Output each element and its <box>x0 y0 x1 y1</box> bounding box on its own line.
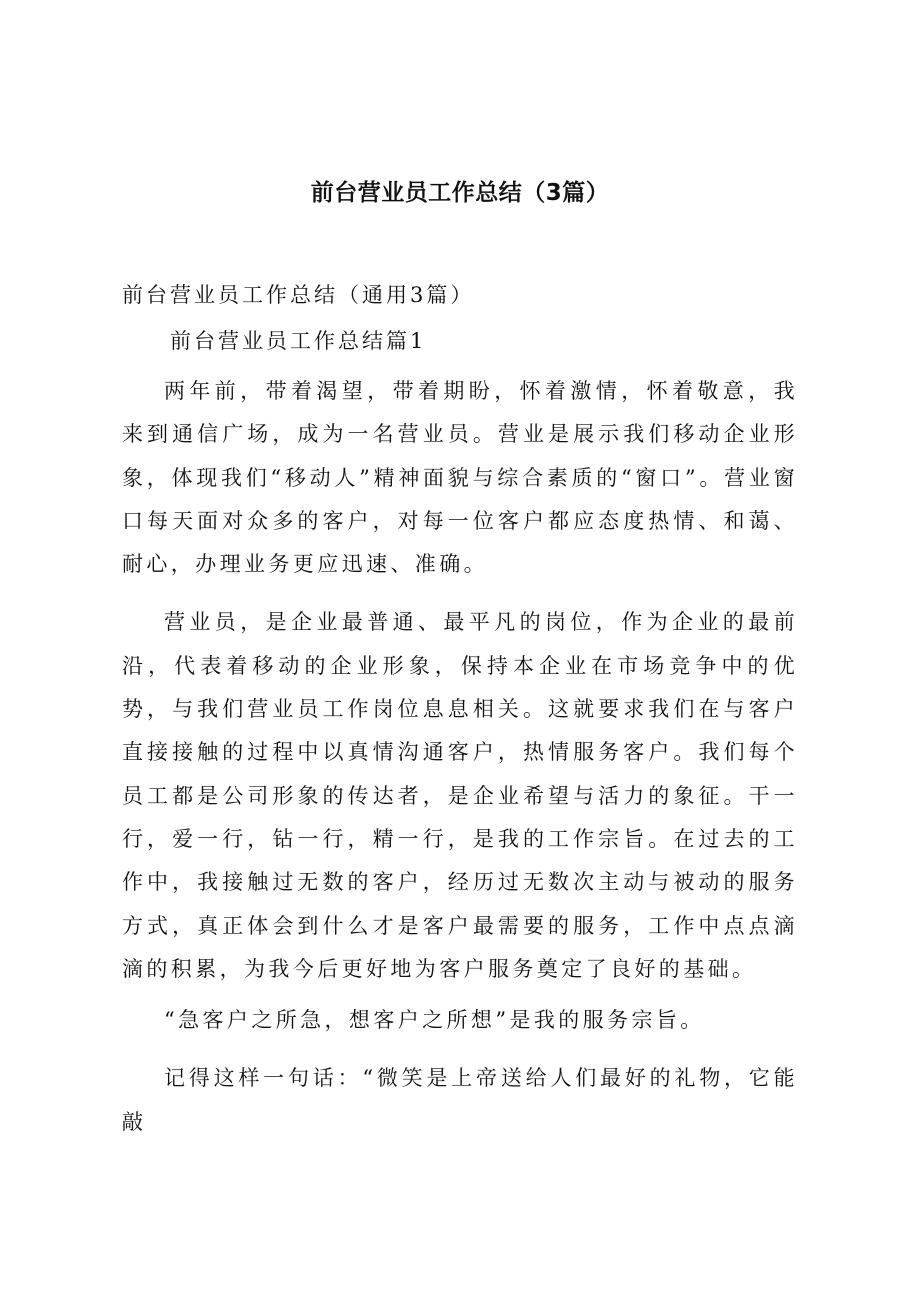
paragraph: “急客户之所急，想客户之所想”是我的服务宗旨。 <box>164 1008 705 1033</box>
document-body <box>122 370 798 1159</box>
section-heading: 前台营业员工作总结篇1 <box>170 329 427 353</box>
document-subtitle: 前台营业员工作总结（通用3篇） <box>122 283 475 307</box>
paragraph: 两年前，带着渴望，带着期盼，怀着激情，怀着敬意，我来到通信广场，成为一名营业员。营业是展示我们移动企业形象，体现我们“移动人”精神面貌与综合素质的“窗口”。营业窗口每天面对众多的客户，对每一位客户都应态度热情、和蔼、耐心，办理业务更应迅速、准确。 <box>122 379 798 577</box>
paragraph: 记得这样一句话：“微笑是上帝送给人们最好的礼物，它能敲 <box>122 1066 798 1134</box>
document-title: 前台营业员工作总结（3篇） <box>310 180 610 206</box>
paragraph: 营业员，是企业最普通、最平凡的岗位，作为企业的最前沿，代表着移动的企业形象，保持本企业在市场竞争中的优势，与我们营业员工作岗位息息相关。这就要求我们在与客户直接接触的过程中以真情沟通客户，热情服务客户。我们每个员工都是公司形象的传达者，是企业希望与活力的象征。干一行，爱一行，钻一行，精一行，是我的工作宗旨。在过去的工作中，我接触过无数的客户，经历过无数次主动与被动的服务方式，真正体会到什么才是客户最需要的服务，工作中点点滴滴的积累，为我今后更好地为客户服务奠定了良好的基础。 <box>122 610 798 981</box>
